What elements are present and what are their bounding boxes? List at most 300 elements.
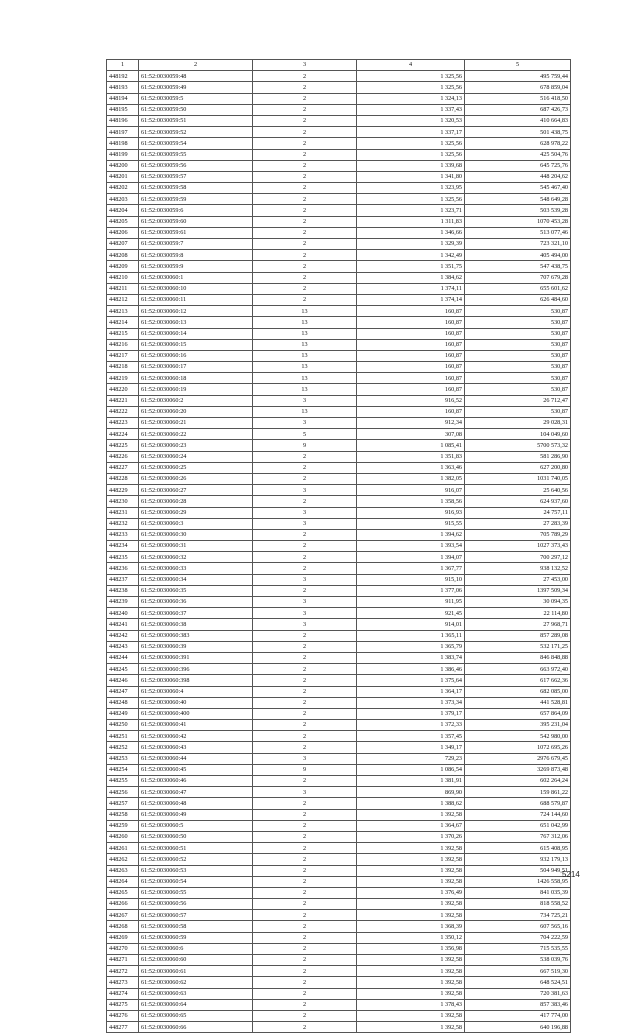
cell-cadastral-number: 61:52:0030059:58 [139, 183, 253, 194]
cell-value: 22 114,80 [465, 608, 571, 619]
cell-area: 869,90 [357, 787, 465, 798]
cell-index: 448212 [107, 294, 139, 305]
cell-area: 1 351,75 [357, 261, 465, 272]
cell-index: 448204 [107, 205, 139, 216]
table-row [107, 149, 571, 160]
cell-code: 2 [253, 776, 357, 787]
cell-value: 530,87 [465, 406, 571, 417]
cell-value: 617 662,36 [465, 675, 571, 686]
table-row [107, 373, 571, 384]
cell-index: 448218 [107, 362, 139, 373]
table-row [107, 697, 571, 708]
cell-value: 734 725,21 [465, 910, 571, 921]
cell-code: 2 [253, 82, 357, 93]
cell-cadastral-number: 61:52:0030060:34 [139, 574, 253, 585]
column-header-4: 4 [357, 60, 465, 71]
cell-cadastral-number: 61:52:0030060:19 [139, 384, 253, 395]
cell-code: 3 [253, 787, 357, 798]
table-row [107, 887, 571, 898]
cell-cadastral-number: 61:52:0030059:50 [139, 104, 253, 115]
cell-cadastral-number: 61:52:0030060:37 [139, 608, 253, 619]
cell-area: 729,23 [357, 753, 465, 764]
cell-area: 914,01 [357, 619, 465, 630]
cell-code: 3 [253, 507, 357, 518]
cell-code: 3 [253, 395, 357, 406]
cell-index: 448219 [107, 373, 139, 384]
cell-index: 448245 [107, 664, 139, 675]
cell-index: 448194 [107, 93, 139, 104]
cell-code: 2 [253, 183, 357, 194]
column-header-3: 3 [253, 60, 357, 71]
cell-value: 425 504,76 [465, 149, 571, 160]
table-row [107, 798, 571, 809]
cell-value: 720 381,63 [465, 988, 571, 999]
cell-value: 688 579,87 [465, 798, 571, 809]
cell-cadastral-number: 61:52:0030059:51 [139, 115, 253, 126]
cell-value: 645 725,76 [465, 160, 571, 171]
cell-index: 448258 [107, 809, 139, 820]
cell-index: 448271 [107, 955, 139, 966]
cell-area: 1 357,45 [357, 731, 465, 742]
cell-area: 1 392,58 [357, 966, 465, 977]
table-row [107, 630, 571, 641]
cell-area: 160,87 [357, 350, 465, 361]
cell-value: 410 664,83 [465, 115, 571, 126]
table-row [107, 776, 571, 787]
cell-area: 1 337,17 [357, 127, 465, 138]
table-row [107, 250, 571, 261]
cell-code: 5 [253, 429, 357, 440]
table-row [107, 205, 571, 216]
cell-code: 2 [253, 798, 357, 809]
cell-value: 501 438,75 [465, 127, 571, 138]
cell-index: 448234 [107, 541, 139, 552]
cell-index: 448198 [107, 138, 139, 149]
cell-value: 29 028,31 [465, 418, 571, 429]
cell-value: 1027 373,43 [465, 541, 571, 552]
cell-area: 1 323,71 [357, 205, 465, 216]
cell-code: 2 [253, 473, 357, 484]
cell-code: 2 [253, 708, 357, 719]
cell-index: 448253 [107, 753, 139, 764]
cell-area: 307,08 [357, 429, 465, 440]
cell-index: 448221 [107, 395, 139, 406]
cell-index: 448242 [107, 630, 139, 641]
cell-value: 682 085,00 [465, 686, 571, 697]
cell-value: 667 519,30 [465, 966, 571, 977]
cell-area: 916,52 [357, 395, 465, 406]
cell-area: 1 374,14 [357, 294, 465, 305]
cell-cadastral-number: 61:52:0030059:7 [139, 239, 253, 250]
cell-code: 3 [253, 418, 357, 429]
cell-area: 1 393,54 [357, 541, 465, 552]
cell-area: 1 372,33 [357, 720, 465, 731]
cell-cadastral-number: 61:52:0030060:5 [139, 820, 253, 831]
data-table [106, 59, 571, 1033]
cell-code: 2 [253, 887, 357, 898]
cell-cadastral-number: 61:52:0030060:47 [139, 787, 253, 798]
cell-code: 2 [253, 585, 357, 596]
table-row [107, 731, 571, 742]
cell-area: 1 382,05 [357, 473, 465, 484]
table-row [107, 462, 571, 473]
cell-index: 448211 [107, 283, 139, 294]
cell-code: 2 [253, 686, 357, 697]
cell-cadastral-number: 61:52:0030060:30 [139, 529, 253, 540]
cell-cadastral-number: 61:52:0030060:40 [139, 697, 253, 708]
cell-index: 448272 [107, 966, 139, 977]
cell-code: 2 [253, 966, 357, 977]
cell-area: 1 324,13 [357, 93, 465, 104]
cell-index: 448195 [107, 104, 139, 115]
table-row [107, 138, 571, 149]
cell-index: 448247 [107, 686, 139, 697]
table-row [107, 910, 571, 921]
table-row [107, 1022, 571, 1033]
cell-value: 626 484,60 [465, 294, 571, 305]
cell-area: 1 337,43 [357, 104, 465, 115]
column-header-5: 5 [465, 60, 571, 71]
cell-cadastral-number: 61:52:0030060:35 [139, 585, 253, 596]
table-row [107, 999, 571, 1010]
cell-value: 27 283,39 [465, 518, 571, 529]
cell-index: 448235 [107, 552, 139, 563]
cell-code: 2 [253, 563, 357, 574]
table-row [107, 552, 571, 563]
cell-cadastral-number: 61:52:0030059:52 [139, 127, 253, 138]
cell-index: 448274 [107, 988, 139, 999]
cell-value: 530,87 [465, 317, 571, 328]
cell-cadastral-number: 61:52:0030060:14 [139, 328, 253, 339]
cell-area: 1 350,12 [357, 932, 465, 943]
cell-code: 2 [253, 910, 357, 921]
cell-code: 2 [253, 104, 357, 115]
cell-code: 9 [253, 764, 357, 775]
cell-cadastral-number: 61:52:0030060:400 [139, 708, 253, 719]
table-row [107, 350, 571, 361]
cell-area: 1 379,17 [357, 708, 465, 719]
cell-index: 448225 [107, 440, 139, 451]
cell-value: 530,87 [465, 339, 571, 350]
cell-area: 1 394,07 [357, 552, 465, 563]
cell-value: 704 222,59 [465, 932, 571, 943]
cell-code: 2 [253, 216, 357, 227]
cell-index: 448241 [107, 619, 139, 630]
cell-area: 1 085,41 [357, 440, 465, 451]
table-row [107, 496, 571, 507]
cell-code: 2 [253, 127, 357, 138]
cell-index: 448277 [107, 1022, 139, 1033]
cell-index: 448227 [107, 462, 139, 473]
cell-cadastral-number: 61:52:0030060:28 [139, 496, 253, 507]
cell-cadastral-number: 61:52:0030060:60 [139, 955, 253, 966]
cell-code: 2 [253, 160, 357, 171]
table-row [107, 664, 571, 675]
cell-cadastral-number: 61:52:0030060:65 [139, 1010, 253, 1021]
cell-area: 1 392,58 [357, 1010, 465, 1021]
cell-value: 26 712,47 [465, 395, 571, 406]
cell-code: 2 [253, 138, 357, 149]
cell-value: 846 848,88 [465, 652, 571, 663]
cell-area: 1 364,17 [357, 686, 465, 697]
cell-cadastral-number: 61:52:0030060:383 [139, 630, 253, 641]
table-row [107, 306, 571, 317]
cell-value: 159 861,22 [465, 787, 571, 798]
cell-code: 2 [253, 876, 357, 887]
cell-cadastral-number: 61:52:0030060:66 [139, 1022, 253, 1033]
table-row [107, 406, 571, 417]
cell-index: 448273 [107, 977, 139, 988]
cell-value: 530,87 [465, 384, 571, 395]
cell-code: 2 [253, 831, 357, 842]
cell-index: 448260 [107, 831, 139, 842]
cell-cadastral-number: 61:52:0030060:56 [139, 899, 253, 910]
cell-area: 1 392,58 [357, 977, 465, 988]
table-row [107, 160, 571, 171]
cell-value: 602 264,24 [465, 776, 571, 787]
table-row [107, 708, 571, 719]
cell-cadastral-number: 61:52:0030060:18 [139, 373, 253, 384]
cell-cadastral-number: 61:52:0030060:20 [139, 406, 253, 417]
cell-code: 2 [253, 250, 357, 261]
table-row [107, 328, 571, 339]
cell-area: 1 356,98 [357, 943, 465, 954]
cell-area: 1 381,91 [357, 776, 465, 787]
cell-index: 448276 [107, 1010, 139, 1021]
table-row [107, 820, 571, 831]
cell-area: 1 325,56 [357, 138, 465, 149]
cell-cadastral-number: 61:52:0030060:21 [139, 418, 253, 429]
cell-index: 448199 [107, 149, 139, 160]
cell-code: 13 [253, 384, 357, 395]
cell-code: 2 [253, 115, 357, 126]
cell-cadastral-number: 61:52:0030060:17 [139, 362, 253, 373]
cell-area: 1 392,58 [357, 876, 465, 887]
cell-index: 448262 [107, 854, 139, 865]
cell-value: 532 171,25 [465, 641, 571, 652]
cell-area: 160,87 [357, 317, 465, 328]
cell-index: 448200 [107, 160, 139, 171]
cell-value: 615 408,95 [465, 843, 571, 854]
cell-value: 715 535,55 [465, 943, 571, 954]
cell-index: 448223 [107, 418, 139, 429]
table-row [107, 988, 571, 999]
cell-cadastral-number: 61:52:0030060:22 [139, 429, 253, 440]
cell-value: 448 204,62 [465, 171, 571, 182]
cell-value: 705 789,29 [465, 529, 571, 540]
cell-value: 857 383,46 [465, 999, 571, 1010]
cell-value: 545 467,40 [465, 183, 571, 194]
cell-index: 448230 [107, 496, 139, 507]
cell-value: 627 200,80 [465, 462, 571, 473]
table-row [107, 71, 571, 82]
cell-index: 448192 [107, 71, 139, 82]
cell-code: 2 [253, 664, 357, 675]
table-row [107, 451, 571, 462]
cell-cadastral-number: 61:52:0030060:1 [139, 272, 253, 283]
data-table-container [106, 59, 570, 1033]
cell-index: 448266 [107, 899, 139, 910]
cell-code: 13 [253, 362, 357, 373]
table-row [107, 82, 571, 93]
cell-value: 2976 679,45 [465, 753, 571, 764]
cell-code: 2 [253, 943, 357, 954]
cell-index: 448240 [107, 608, 139, 619]
cell-code: 2 [253, 999, 357, 1010]
cell-index: 448238 [107, 585, 139, 596]
table-row [107, 127, 571, 138]
cell-area: 1 392,58 [357, 865, 465, 876]
cell-code: 3 [253, 574, 357, 585]
cell-code: 9 [253, 440, 357, 451]
cell-code: 2 [253, 675, 357, 686]
cell-cadastral-number: 61:52:0030060:46 [139, 776, 253, 787]
cell-code: 2 [253, 261, 357, 272]
cell-code: 2 [253, 899, 357, 910]
cell-area: 1 392,58 [357, 809, 465, 820]
cell-value: 27 453,00 [465, 574, 571, 585]
cell-value: 1072 695,26 [465, 742, 571, 753]
cell-index: 448232 [107, 518, 139, 529]
table-row [107, 395, 571, 406]
cell-value: 700 297,12 [465, 552, 571, 563]
cell-code: 2 [253, 1010, 357, 1021]
cell-index: 448268 [107, 921, 139, 932]
cell-area: 1 346,66 [357, 227, 465, 238]
cell-area: 1 384,62 [357, 272, 465, 283]
cell-cadastral-number: 61:52:0030060:32 [139, 552, 253, 563]
cell-value: 624 937,60 [465, 496, 571, 507]
cell-index: 448226 [107, 451, 139, 462]
cell-value: 651 042,99 [465, 820, 571, 831]
cell-cadastral-number: 61:52:0030059:60 [139, 216, 253, 227]
cell-area: 921,45 [357, 608, 465, 619]
cell-area: 1 323,95 [357, 183, 465, 194]
cell-value: 441 528,81 [465, 697, 571, 708]
cell-cadastral-number: 61:52:0030060:33 [139, 563, 253, 574]
cell-area: 1 364,67 [357, 820, 465, 831]
table-row [107, 966, 571, 977]
table-row [107, 1010, 571, 1021]
cell-value: 657 864,09 [465, 708, 571, 719]
cell-value: 503 539,28 [465, 205, 571, 216]
cell-code: 13 [253, 373, 357, 384]
cell-cadastral-number: 61:52:0030060:13 [139, 317, 253, 328]
table-row [107, 854, 571, 865]
cell-area: 1 358,56 [357, 496, 465, 507]
cell-area: 1 325,56 [357, 149, 465, 160]
cell-code: 2 [253, 1022, 357, 1033]
cell-index: 448215 [107, 328, 139, 339]
cell-value: 405 494,00 [465, 250, 571, 261]
cell-code: 2 [253, 742, 357, 753]
table-row [107, 507, 571, 518]
cell-area: 1 383,74 [357, 652, 465, 663]
table-row [107, 932, 571, 943]
table-row [107, 686, 571, 697]
cell-value: 857 289,08 [465, 630, 571, 641]
table-row [107, 384, 571, 395]
cell-area: 1 376,49 [357, 887, 465, 898]
cell-cadastral-number: 61:52:0030060:54 [139, 876, 253, 887]
cell-area: 160,87 [357, 362, 465, 373]
cell-cadastral-number: 61:52:0030060:43 [139, 742, 253, 753]
cell-index: 448214 [107, 317, 139, 328]
table-row [107, 362, 571, 373]
cell-area: 1 392,58 [357, 854, 465, 865]
cell-area: 160,87 [357, 328, 465, 339]
cell-index: 448246 [107, 675, 139, 686]
cell-cadastral-number: 61:52:0030060:41 [139, 720, 253, 731]
cell-cadastral-number: 61:52:0030060:50 [139, 831, 253, 842]
cell-cadastral-number: 61:52:0030060:38 [139, 619, 253, 630]
cell-cadastral-number: 61:52:0030060:24 [139, 451, 253, 462]
cell-code: 2 [253, 283, 357, 294]
cell-value: 841 035,39 [465, 887, 571, 898]
cell-index: 448269 [107, 932, 139, 943]
cell-cadastral-number: 61:52:0030060:29 [139, 507, 253, 518]
cell-value: 395 231,04 [465, 720, 571, 731]
cell-cadastral-number: 61:52:0030060:26 [139, 473, 253, 484]
cell-index: 448239 [107, 597, 139, 608]
cell-value: 938 132,52 [465, 563, 571, 574]
table-row [107, 597, 571, 608]
cell-cadastral-number: 61:52:0030060:53 [139, 865, 253, 876]
cell-index: 448263 [107, 865, 139, 876]
cell-cadastral-number: 61:52:0030059:59 [139, 194, 253, 205]
cell-value: 581 286,90 [465, 451, 571, 462]
cell-area: 911,95 [357, 597, 465, 608]
cell-value: 530,87 [465, 350, 571, 361]
cell-cadastral-number: 61:52:0030060:64 [139, 999, 253, 1010]
cell-code: 2 [253, 541, 357, 552]
cell-index: 448267 [107, 910, 139, 921]
cell-index: 448255 [107, 776, 139, 787]
cell-code: 2 [253, 71, 357, 82]
cell-cadastral-number: 61:52:0030060:52 [139, 854, 253, 865]
cell-code: 2 [253, 955, 357, 966]
table-row [107, 563, 571, 574]
cell-area: 916,07 [357, 485, 465, 496]
cell-cadastral-number: 61:52:0030060:6 [139, 943, 253, 954]
cell-value: 542 980,00 [465, 731, 571, 742]
table-row [107, 585, 571, 596]
cell-value: 530,87 [465, 373, 571, 384]
cell-value: 640 196,88 [465, 1022, 571, 1033]
table-row [107, 194, 571, 205]
cell-value: 818 558,52 [465, 899, 571, 910]
table-row [107, 921, 571, 932]
cell-cadastral-number: 61:52:0030060:49 [139, 809, 253, 820]
cell-value: 30 094,35 [465, 597, 571, 608]
table-row [107, 216, 571, 227]
table-row [107, 429, 571, 440]
cell-index: 448237 [107, 574, 139, 585]
cell-cadastral-number: 61:52:0030059:54 [139, 138, 253, 149]
cell-value: 530,87 [465, 306, 571, 317]
table-header-row [107, 60, 571, 71]
table-row [107, 608, 571, 619]
cell-area: 160,87 [357, 339, 465, 350]
cell-index: 448257 [107, 798, 139, 809]
cell-code: 2 [253, 205, 357, 216]
cell-index: 448224 [107, 429, 139, 440]
cell-value: 495 759,44 [465, 71, 571, 82]
cell-code: 2 [253, 977, 357, 988]
table-row [107, 720, 571, 731]
cell-code: 2 [253, 652, 357, 663]
table-row [107, 753, 571, 764]
